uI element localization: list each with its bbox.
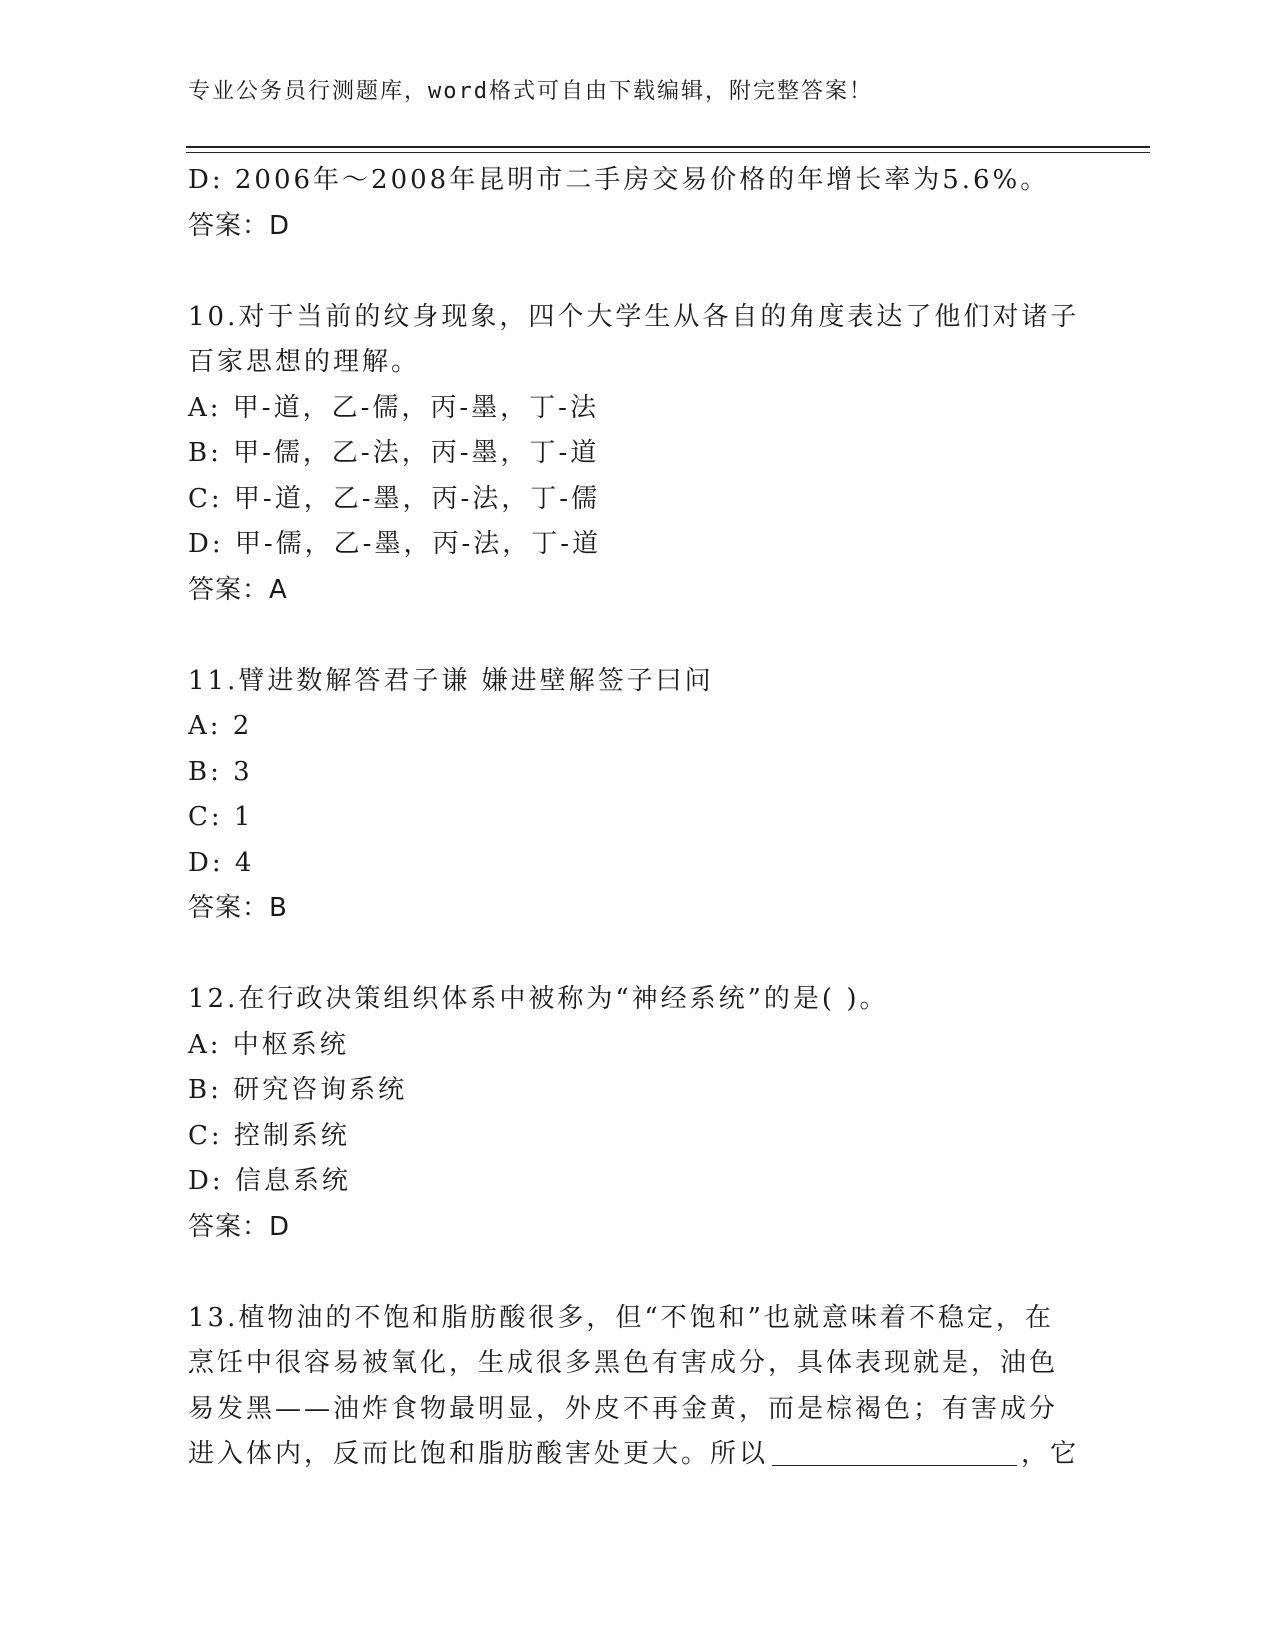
fill-in-blank — [772, 1435, 1017, 1466]
q13-line1: 13.植物油的不饱和脂肪酸很多，但“不饱和”也就意味着不稳定，在 — [188, 1302, 1054, 1333]
header-rule-thin — [186, 152, 1150, 153]
spacer — [188, 613, 1088, 659]
spacer — [188, 249, 1088, 295]
q12-option-a: A: 中枢系统 — [188, 1029, 349, 1060]
document-body — [188, 158, 1088, 1478]
q13-line2: 烹饪中很容易被氧化，生成很多黑色有害成分，具体表现就是，油色 — [188, 1348, 1059, 1378]
q12-option-b: B: 研究咨询系统 — [188, 1075, 408, 1105]
q10-stem-line1: 10.对于当前的纹身现象，四个大学生从各自的角度表达了他们对诸子 — [188, 301, 1080, 332]
q10-option-b: B: 甲-儒，乙-法，丙-墨，丁-道 — [188, 438, 600, 468]
q11-option-d: D: 4 — [188, 847, 255, 878]
q9-answer: 答案：D — [188, 210, 291, 241]
q10-option-d: D: 甲-儒，乙-墨，丙-法，丁-道 — [188, 529, 602, 559]
q10-option-c: C: 甲-道，乙-墨，丙-法，丁-儒 — [188, 483, 601, 514]
q13-line3: 易发黑——油炸食物最明显，外皮不再金黄，而是棕褐色；有害成分 — [188, 1393, 1059, 1424]
q10-answer: 答案：A — [188, 574, 288, 605]
q11-answer: 答案：B — [188, 893, 288, 923]
q11-option-b: B: 3 — [188, 756, 253, 787]
q11-option-c: C: 1 — [188, 802, 254, 832]
q12-option-d: D: 信息系统 — [188, 1166, 351, 1196]
q10-option-a: A: 甲-道，乙-儒，丙-墨，丁-法 — [188, 392, 599, 423]
spacer — [188, 1250, 1088, 1296]
q13-line4 — [188, 1432, 1088, 1478]
q11-option-a: A: 2 — [188, 711, 253, 741]
q13-line4-after: ，它 — [1021, 1439, 1080, 1469]
spacer — [188, 932, 1088, 978]
header-rule-thick — [186, 146, 1150, 148]
q12-stem: 12.在行政决策组织体系中被称为“神经系统”的是( )。 — [188, 984, 889, 1014]
q12-option-c: C: 控制系统 — [188, 1120, 350, 1151]
q10-stem-line2: 百家思想的理解。 — [188, 347, 421, 377]
q13-line4-before: 进入体内，反而比饱和脂肪酸害处更大。所以 — [188, 1439, 769, 1469]
page-header: 专业公务员行测题库，word格式可自由下载编辑，附完整答案！ — [188, 79, 873, 104]
q12-answer: 答案：D — [188, 1211, 291, 1242]
q9-option-d: D: 2006年～2008年昆明市二手房交易价格的年增长率为5.6%。 — [188, 165, 1050, 195]
q11-stem: 11.臂进数解答君子谦 嫌进壁解签子曰问 — [188, 665, 714, 696]
